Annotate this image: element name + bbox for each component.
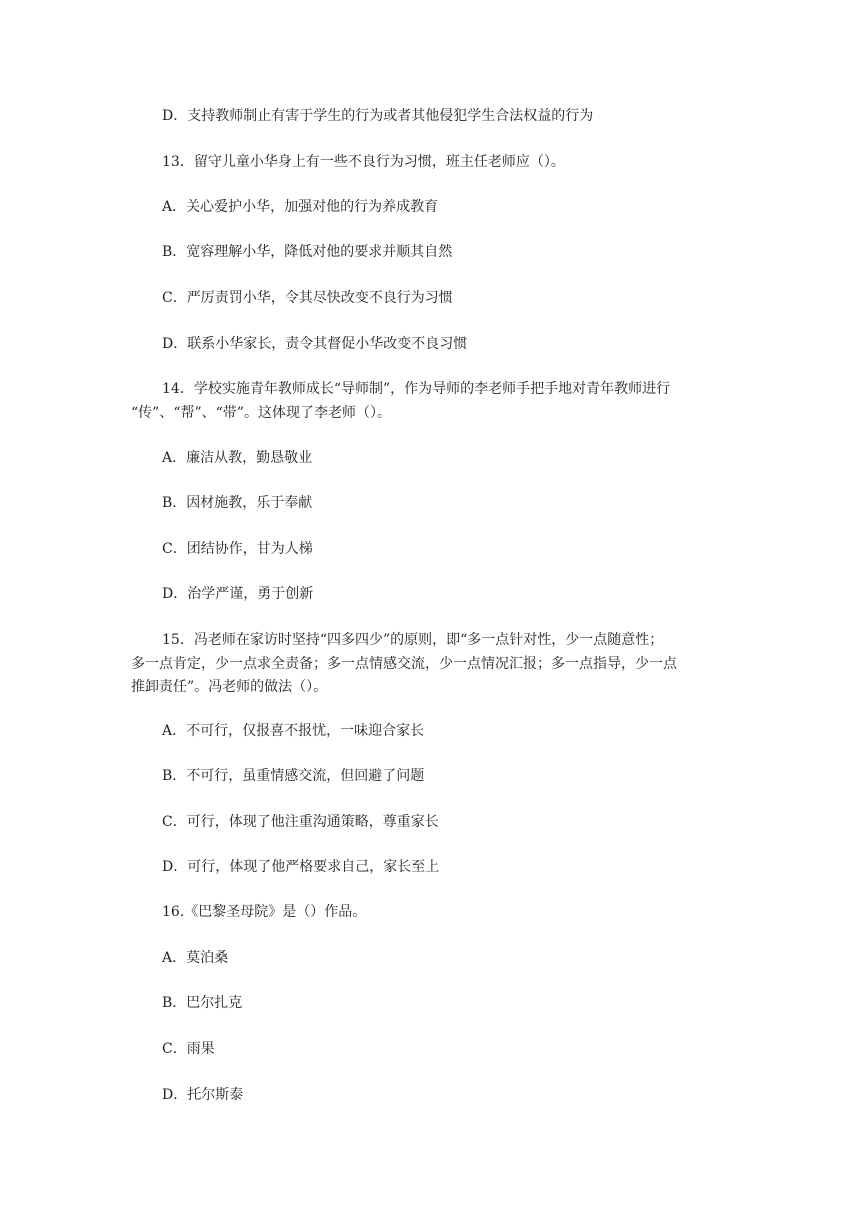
question-14-option-c: C．团结协作，甘为人梯: [162, 541, 313, 557]
question-15-option-b: B．不可行，虽重情感交流，但回避了问题: [162, 768, 425, 784]
question-13-option-c: C．严厉责罚小华，令其尽快改变不良行为习惯: [162, 290, 453, 306]
question-14-option-a: A．廉洁从教，勤恳敬业: [162, 450, 313, 466]
question-16-option-d: D．托尔斯泰: [162, 1087, 244, 1103]
question-15-stem-line-2: 多一点肯定，少一点求全责备；多一点情感交流，少一点情况汇报；多一点指导，少一点: [131, 656, 677, 672]
question-14-stem-line-2: “传”、“帮”、“带”。这体现了李老师（）。: [131, 405, 391, 421]
question-15-option-a: A．不可行，仅报喜不报忧，一味迎合家长: [162, 723, 425, 739]
question-13-option-a: A．关心爱护小华，加强对他的行为养成教育: [162, 199, 439, 215]
question-13-option-b: B．宽容理解小华，降低对他的要求并顺其自然: [162, 244, 453, 260]
question-16-option-b: B．巴尔扎克: [162, 995, 243, 1011]
question-14-option-d: D．治学严谨，勇于创新: [162, 586, 314, 602]
question-16-stem-line-1: 16.《巴黎圣母院》是（）作品。: [162, 904, 367, 920]
question-15-stem-line-1: 15．冯老师在家访时坚持“四多四少”的原则，即“多一点针对性，少一点随意性；: [162, 632, 664, 648]
question-14-stem-line-1: 14．学校实施青年教师成长“导师制”，作为导师的李老师手把手地对青年教师进行: [162, 381, 671, 397]
question-15-stem-line-3: 推卸责任”。冯老师的做法（）。: [131, 679, 328, 695]
prev-question-option-d: D．支持教师制止有害于学生的行为或者其他侵犯学生合法权益的行为: [162, 108, 594, 124]
question-15-option-c: C．可行，体现了他注重沟通策略，尊重家长: [162, 814, 439, 830]
question-13-stem-line-1: 13．留守儿童小华身上有一些不良行为习惯，班主任老师应（）。: [162, 154, 565, 170]
question-16-option-c: C．雨果: [162, 1041, 215, 1057]
question-14-option-b: B．因材施教，乐于奉献: [162, 495, 313, 511]
question-16-option-a: A．莫泊桑: [162, 950, 229, 966]
question-15-option-d: D．可行，体现了他严格要求自己，家长至上: [162, 859, 440, 875]
question-13-option-d: D．联系小华家长，责令其督促小华改变不良习惯: [162, 336, 468, 352]
